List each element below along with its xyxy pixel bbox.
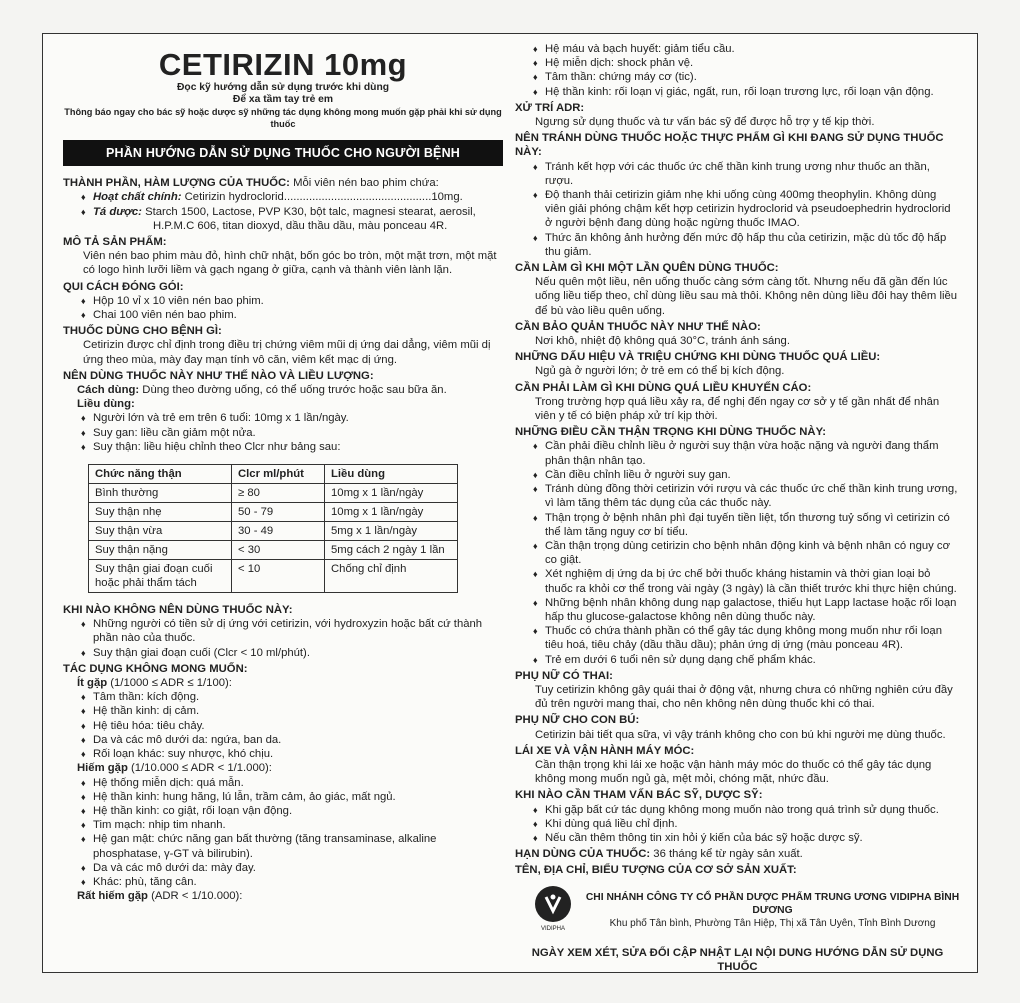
table-cell: Chống chỉ định: [325, 560, 458, 593]
excipients: [63, 205, 503, 219]
lactation-text: Cetirizin bài tiết qua sữa, vì vậy tránh không cho con bú khi người mẹ dùng thuốc.: [535, 728, 946, 741]
extreme-label: Rất hiếm gặp: [77, 890, 148, 903]
company-info: [585, 891, 960, 930]
adverse-item: ♦ Khác: phù, tăng cân.: [63, 875, 503, 889]
interaction-item: ♦ Độ thanh thải cetirizin giảm nhẹ khi uống cùng 400mg theophylin. Không dùng viên giải phóng chậm kết hợp cetirizin hydroclorid và pseudoephedrin hydroclorid ở người bệnh đang dùng hoặc ngừng thuốc IMAO.: [515, 188, 960, 231]
interaction-item: ♦ Thức ăn không ảnh hưởng đến mức độ hấp thu của cetirizin, mặc dù tốc độ hấp thu giảm.: [515, 231, 960, 259]
overdose-heading: NHỮNG DẤU HIỆU VÀ TRIỆU CHỨNG KHI DÙNG THUỐC QUÁ LIỀU:: [515, 351, 881, 364]
adverse-item: ♦ Hệ thần kinh: co giật, rối loạn vận động.: [63, 804, 503, 818]
table-row: [89, 503, 458, 522]
table-cell: < 30: [232, 541, 325, 560]
adverse-item: ♦ Da và các mô dưới da: mày đay.: [63, 861, 503, 875]
overdose-action-text: Trong trường hợp quá liều xảy ra, để nghị đến ngay cơ sở y tế gần nhất để nhân viên y tế có biện pháp xử trí kịp thời.: [535, 395, 940, 423]
caution-item: ♦ Cần phải điều chỉnh liều ở người suy thận vừa hoặc nặng và người đang thẩm phân thận nhân tạo.: [515, 439, 960, 467]
method-line: [63, 383, 503, 397]
table-cell: 5mg cách 2 ngày 1 lần: [325, 541, 458, 560]
packaging-item: ♦ Chai 100 viên nén bao phim.: [63, 308, 503, 322]
driving-heading: LÁI XE VÀ VẬN HÀNH MÁY MÓC:: [515, 744, 695, 757]
read-instructions: Đọc kỹ hướng dẫn sử dụng trước khi dùng: [176, 82, 390, 93]
excipients-cont: H.P.M.C 606, titan dioxyd, dầu thầu dầu, màu ponceau 4R.: [153, 219, 448, 232]
missed-dose-text: Nếu quên một liều, nên uống thuốc càng sớm càng tốt. Nhưng nếu đã gần đến lúc uống liều tiếp theo, chỉ dùng liều sau mà thôi. Không nên dùng liều đôi hay thêm liều để bù vào liều quên uống.: [535, 276, 958, 317]
caution-item: ♦ Thuốc có chứa thành phần có thể gây tác dụng không mong muốn như rối loạn tiêu hoá, tiêu chảy (dầu thầu dầu); phản ứng dị ứng (màu ponceau 4R).: [515, 624, 960, 652]
caution-item: ♦ Trẻ em dưới 6 tuổi nên sử dụng dạng chế phẩm khác.: [515, 653, 960, 667]
storage-heading: CẦN BẢO QUẢN THUỐC NÀY NHƯ THẾ NÀO:: [515, 320, 761, 333]
table-cell: Bình thường: [89, 484, 232, 503]
table-cell: 10mg x 1 lần/ngày: [325, 484, 458, 503]
pregnancy-text: Tuy cetirizin không gây quái thai ở động vật, nhưng chưa có những nghiên cứu đầy đủ trên người mang thai, cho nên không nên dùng thuốc khi có thai.: [535, 683, 953, 711]
active-ingredient: [63, 190, 503, 204]
adverse-item: ♦ Hệ tiêu hóa: tiêu chảy.: [63, 719, 503, 733]
table-row: [89, 484, 458, 503]
adverse-item: ♦ Hệ thống miễn dịch: quá mẫn.: [63, 776, 503, 790]
packaging-heading: QUI CÁCH ĐÓNG GÓI:: [63, 280, 184, 293]
adr-heading: XỬ TRÍ ADR:: [515, 101, 585, 114]
rare-range: (1/1000 ≤ ADR ≤ 1/100):: [110, 677, 232, 690]
left-column: [63, 34, 503, 903]
rare-label: Ít gặp: [77, 677, 108, 690]
dosage-heading: NÊN DÙNG THUỐC NÀY NHƯ THẾ NÀO VÀ LIỀU LƯỢNG:: [63, 369, 374, 382]
storage-text: Nơi khô, nhiệt độ không quá 30°C, tránh ánh sáng.: [535, 335, 790, 348]
active-label: Hoạt chất chính:: [93, 191, 182, 204]
adverse-item: ♦ Hệ máu và bạch huyết: giảm tiểu cầu.: [515, 42, 960, 56]
dose-label: Liều dùng:: [77, 398, 135, 411]
product-title: CETIRIZIN 10mg: [158, 47, 408, 82]
contra-item: ♦ Những người có tiền sử dị ứng với cetirizin, với hydroxyzin hoặc bất cứ thành phần nào của thuốc.: [63, 617, 503, 645]
adverse-item: ♦ Hệ thần kinh: hung hăng, lú lẫn, trầm cảm, ảo giác, mất ngủ.: [63, 790, 503, 804]
description-heading: MÔ TẢ SẢN PHẨM:: [63, 236, 167, 249]
table-cell: Suy thận nhẹ: [89, 503, 232, 522]
adverse-item: ♦ Hệ thần kinh: rối loạn vị giác, ngất, run, rối loạn trương lực, rối loạn vận động.: [515, 85, 960, 99]
lactation-heading: PHỤ NỮ CHO CON BÚ:: [515, 714, 640, 727]
rare-label-line: [63, 676, 503, 690]
table-header: Liều dùng: [325, 465, 458, 484]
consult-item: ♦ Khi dùng quá liều chỉ định.: [515, 817, 960, 831]
manufacturer-block: [515, 886, 960, 936]
table-row: [89, 541, 458, 560]
extreme-range: (ADR < 1/10.000):: [151, 890, 243, 903]
company-name: CHI NHÁNH CÔNG TY CỔ PHẦN DƯỢC PHẨM TRUNG ƯƠNG VIDIPHA BÌNH DƯƠNG: [585, 892, 960, 917]
manufacturer-heading: TÊN, ĐỊA CHỈ, BIỂU TƯỢNG CỦA CƠ SỞ SẢN XUẤT:: [515, 864, 797, 877]
leaflet-sheet: [42, 33, 978, 973]
driving-text: Cần thận trọng khi lái xe hoặc vận hành máy móc do thuốc có thể gây tác dụng không mong muốn ngủ gà, mệt mỏi, chóng mặt, nhức đầu.: [535, 758, 932, 786]
table-header-row: [89, 465, 458, 484]
caution-item: ♦ Những bệnh nhân không dung nạp galactose, thiếu hụt Lapp lactase hoặc rối loạn hấp thu glucose-galactose không nên dùng thuốc này.: [515, 596, 960, 624]
caution-item: ♦ Thận trọng ở bệnh nhân phì đại tuyến tiền liệt, tổn thương tuỷ sống vì cetirizin có thể làm tăng nguy cơ bí tiểu.: [515, 511, 960, 539]
caution-heading: NHỮNG ĐIỀU CẦN THẬN TRỌNG KHI DÙNG THUỐC NÀY:: [515, 426, 827, 439]
adverse-item: ♦ Rối loạn khác: suy nhược, khó chịu.: [63, 747, 503, 761]
adverse-item: ♦ Da và các mô dưới da: ngứa, ban da.: [63, 733, 503, 747]
contra-heading: KHI NÀO KHÔNG NÊN DÙNG THUỐC NÀY:: [63, 604, 293, 617]
consult-item: ♦ Nếu cần thêm thông tin xin hỏi ý kiến của bác sỹ hoặc dược sỹ.: [515, 831, 960, 845]
keep-away: Để xa tầm tay trẻ em: [232, 94, 334, 105]
composition-intro: Mỗi viên nén bao phim chứa:: [293, 177, 439, 190]
table-cell: 10mg x 1 lần/ngày: [325, 503, 458, 522]
table-cell: Suy thận giai đoạn cuối hoặc phải thẩm tách: [89, 560, 232, 593]
renal-dose-table: [88, 464, 458, 593]
description-text: Viên nén bao phim màu đỏ, hình chữ nhật, bốn góc bo tròn, một mặt trơn, một mặt có logo hình lưỡi liềm và gạch ngang ở giữa, cạnh và thành viên lành lặn.: [83, 250, 497, 277]
section-banner: PHẦN HƯỚNG DẪN SỬ DỤNG THUỐC CHO NGƯỜI BỆNH: [63, 140, 503, 166]
table-cell: Suy thận vừa: [89, 522, 232, 541]
veryrare-label-line: [63, 761, 503, 775]
caution-item: ♦ Tránh dùng đồng thời cetirizin với rượu và các thuốc ức chế thần kinh trung ương, vì làm tăng thêm tác dụng của các thuốc này.: [515, 482, 960, 510]
caution-item: ♦ Xét nghiệm dị ứng da bị ức chế bởi thuốc kháng histamin và thời gian loại bỏ thuốc ra khỏi cơ thể trong vài ngày (3 ngày) là cần thiết trước khi thực hiện chúng.: [515, 567, 960, 595]
contra-item: ♦ Suy thận giai đoạn cuối (Clcr < 10 ml/phút).: [63, 646, 503, 660]
adr-text: Ngưng sử dụng thuốc và tư vấn bác sỹ để được hỗ trợ y tế kịp thời.: [535, 116, 875, 129]
table-cell: 5mg x 1 lần/ngày: [325, 522, 458, 541]
report-notice: Thông báo ngay cho bác sỹ hoặc dược sỹ những tác dụng không mong muốn gặp phải khi sử dụng thuốc: [64, 107, 502, 129]
vidipha-logo-icon: [535, 886, 571, 922]
interaction-heading: NÊN TRÁNH DÙNG THUỐC HOẶC THỰC PHẨM GÌ KHI ĐANG SỬ DỤNG THUỐC NÀY:: [515, 132, 944, 159]
consult-item: ♦ Khi gặp bất cứ tác dụng không mong muốn nào trong quá trình sử dụng thuốc.: [515, 803, 960, 817]
excipient-text: Starch 1500, Lactose, PVP K30, bột talc, magnesi stearat, aerosil,: [145, 205, 476, 218]
table-cell: 50 - 79: [232, 503, 325, 522]
expiry-label: HẠN DÙNG CỦA THUỐC:: [515, 848, 651, 861]
extreme-label-line: [63, 889, 503, 903]
dose-item: ♦ Suy thận: liều hiệu chỉnh theo Clcr như bảng sau:: [63, 440, 503, 454]
indication-heading: THUỐC DÙNG CHO BỆNH GÌ:: [63, 325, 222, 338]
missed-dose-heading: CẦN LÀM GÌ KHI MỘT LẦN QUÊN DÙNG THUỐC:: [515, 262, 779, 275]
table-row: [89, 560, 458, 593]
packaging-item: ♦ Hộp 10 vỉ x 10 viên nén bao phim.: [63, 294, 503, 308]
table-cell: Suy thận nặng: [89, 541, 232, 560]
adverse-item: ♦ Tâm thần: chứng máy cơ (tic).: [515, 70, 960, 84]
dose-item: ♦ Người lớn và trẻ em trên 6 tuổi: 10mg x 1 lần/ngày.: [63, 411, 503, 425]
right-column: [515, 42, 960, 974]
excipient-label: Tá dược:: [93, 205, 142, 218]
consult-heading: KHI NÀO CẦN THAM VẤN BÁC SỸ, DƯỢC SỸ:: [515, 789, 763, 802]
adverse-heading: TÁC DỤNG KHÔNG MONG MUỐN:: [63, 662, 248, 675]
table-cell: ≥ 80: [232, 484, 325, 503]
indication-text: Cetirizin được chỉ định trong điều trị chứng viêm mũi dị ứng dai dẳng, viêm mũi dị ứng theo mùa, mày đay mạn tính vô căn, viêm kết mạc dị ứng.: [83, 339, 491, 366]
adverse-item: ♦ Hệ miễn dịch: shock phản vệ.: [515, 56, 960, 70]
table-row: [89, 522, 458, 541]
active-text: Cetirizin hydroclorid...............................................10mg.: [184, 191, 463, 204]
pregnancy-heading: PHỤ NỮ CÓ THAI:: [515, 669, 613, 682]
expiry-text: 36 tháng kể từ ngày sản xuất.: [653, 848, 803, 861]
composition-block: [63, 176, 503, 190]
adverse-item: ♦ Hệ gan mật: chức năng gan bất thường (tăng transaminase, alkaline phosphatase, γ-GT và bilirubin).: [63, 832, 503, 860]
company-logo: [535, 886, 571, 936]
adverse-item: ♦ Tim mạch: nhịp tim nhanh.: [63, 818, 503, 832]
caution-item: ♦ Cần điều chỉnh liều ở người suy gan.: [515, 468, 960, 482]
logo-caption: VIDIPHA: [540, 925, 565, 932]
table-cell: 30 - 49: [232, 522, 325, 541]
caution-item: ♦ Cần thận trọng dùng cetirizin cho bệnh nhân động kinh và bệnh nhân có nguy cơ co giật.: [515, 539, 960, 567]
company-address: Khu phố Tân bình, Phường Tân Hiệp, Thị xã Tân Uyên, Tỉnh Bình Dương: [609, 918, 936, 930]
method-label: Cách dùng:: [77, 384, 140, 397]
table-header: Clcr ml/phút: [232, 465, 325, 484]
veryrare-range: (1/10.000 ≤ ADR < 1/1.000):: [131, 762, 272, 775]
dose-item: ♦ Suy gan: liều cần giảm một nửa.: [63, 426, 503, 440]
expiry-line: [515, 847, 960, 861]
overdose-action-heading: CẦN PHẢI LÀM GÌ KHI DÙNG QUÁ LIỀU KHUYẾN CÁO:: [515, 381, 812, 394]
interaction-item: ♦ Tránh kết hợp với các thuốc ức chế thần kinh trung ương như thuốc an thần, rượu.: [515, 160, 960, 188]
table-header: Chức năng thận: [89, 465, 232, 484]
review-date-line: NGÀY XEM XÉT, SỬA ĐỔI CẬP NHẬT LẠI NỘI DUNG HƯỚNG DẪN SỬ DỤNG THUỐC: [531, 946, 944, 973]
adverse-item: ♦ Hệ thần kinh: dị cảm.: [63, 704, 503, 718]
composition-heading: THÀNH PHẦN, HÀM LƯỢNG CỦA THUỐC:: [63, 177, 290, 190]
table-cell: < 10: [232, 560, 325, 593]
adverse-item: ♦ Tâm thần: kích động.: [63, 690, 503, 704]
veryrare-label: Hiếm gặp: [77, 762, 128, 775]
overdose-text: Ngủ gà ở người lớn; ở trẻ em có thể bị kích động.: [535, 365, 785, 378]
method-text: Dùng theo đường uống, có thể uống trước hoặc sau bữa ăn.: [142, 384, 447, 397]
